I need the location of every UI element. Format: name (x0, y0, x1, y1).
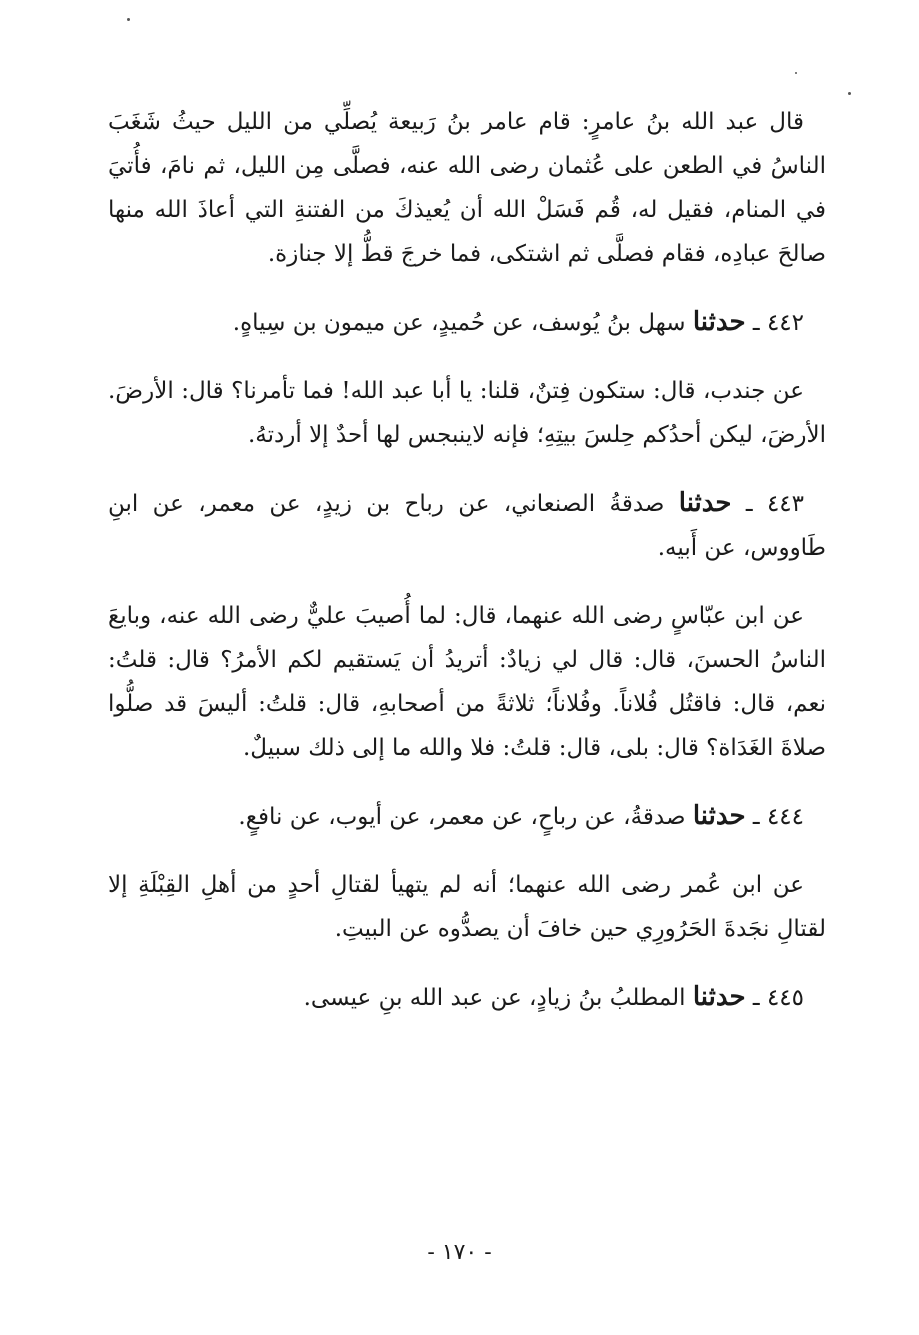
matn-paragraph-4 (108, 863, 826, 951)
isnad-445 (108, 975, 826, 1020)
isnad-443 (108, 481, 826, 570)
hadith-number: ٤٤٢ ـ (752, 310, 804, 336)
page-body (108, 100, 826, 1044)
isnad-text: صدقةُ، عن رباحٍ، عن معمر، عن أيوب، عن نافعٍ. (238, 804, 686, 830)
scan-speck (127, 18, 130, 21)
hadith-number: ٤٤٣ ـ (745, 491, 804, 517)
isnad-text: المطلبُ بنُ زيادٍ، عن عبد الله بنِ عيسى. (303, 985, 686, 1011)
haddathana-word: حدثنا (678, 488, 732, 518)
scan-speck (795, 72, 797, 74)
matn-paragraph-3 (108, 594, 826, 770)
scan-speck (848, 92, 851, 95)
matn-text: عن جندب، قال: ستكون فِتنٌ، قلنا: يا أبا عبد الله! فما تأمرنا؟ قال: الأرضَ. الأرضَ، ليكن أحدُكم حِلسَ بيتِهِ؛ فإنه لاينبجس لها أحدٌ إلا أردتهُ. (108, 378, 826, 448)
isnad-text: صدقةُ الصنعاني، عن رباح بن زيدٍ، عن معمر، عن ابنِ طَاووس، عن أَبيه. (108, 491, 826, 561)
haddathana-word: حدثنا (692, 982, 746, 1012)
matn-paragraph-1 (108, 100, 826, 276)
matn-paragraph-2 (108, 369, 826, 457)
matn-text: عن ابن عُمر رضى الله عنهما؛ أنه لم يتهيأ لقتالِ أحدٍ من أهلِ القِبْلَةِ إلا لقتالِ نجَدةَ الحَرُورِي حين خافَ أن يصدُّوه عن البيتِ. (108, 872, 826, 942)
matn-text: عن ابن عبّاسٍ رضى الله عنهما، قال: لما أُصيبَ عليٌّ رضى الله عنه، وبايعَ الناسُ الحسنَ، قال: قال لي زيادٌ: أتريدُ أن يَستقيم لكم الأمرُ؟ قال: قلتُ: نعم، قال: فاقتُل فُلاناً. وفُلاناً؛ ثلاثةً من أصحابهِ، قال: قلتُ: أليسَ قد صلُّوا صلاةَ الغَدَاة؟ قال: بلى، قال: قلتُ: فلا والله ما إلى ذلك سبيلٌ. (108, 603, 826, 761)
isnad-444 (108, 794, 826, 839)
matn-text: قال عبد الله بنُ عامرٍ: قام عامر بنُ رَبيعة يُصلِّي من الليل حيثُ شَغَبَ الناسُ في الطعن على عُثمان رضى الله عنه، فصلَّى مِن الليل، ثم نامَ، فأُتيَ في المنام، فقيل له، قُم فَسَلْ الله أن يُعيذكَ من الفتنةِ التي أعاذَ الله منها صالحَ عبادِه، فقام فصلَّى ثم اشتكى، فما خرجَ قطُّ إلا جنازة. (108, 109, 826, 267)
isnad-text: سهل بنُ يُوسف، عن حُميدٍ، عن ميمون بن سِياهٍ. (232, 310, 686, 336)
isnad-442 (108, 300, 826, 345)
hadith-number: ٤٤٤ ـ (752, 804, 804, 830)
haddathana-word: حدثنا (692, 307, 746, 337)
page-number: - ١٧٠ - (427, 1240, 492, 1265)
haddathana-word: حدثنا (692, 801, 746, 831)
hadith-number: ٤٤٥ ـ (752, 985, 804, 1011)
